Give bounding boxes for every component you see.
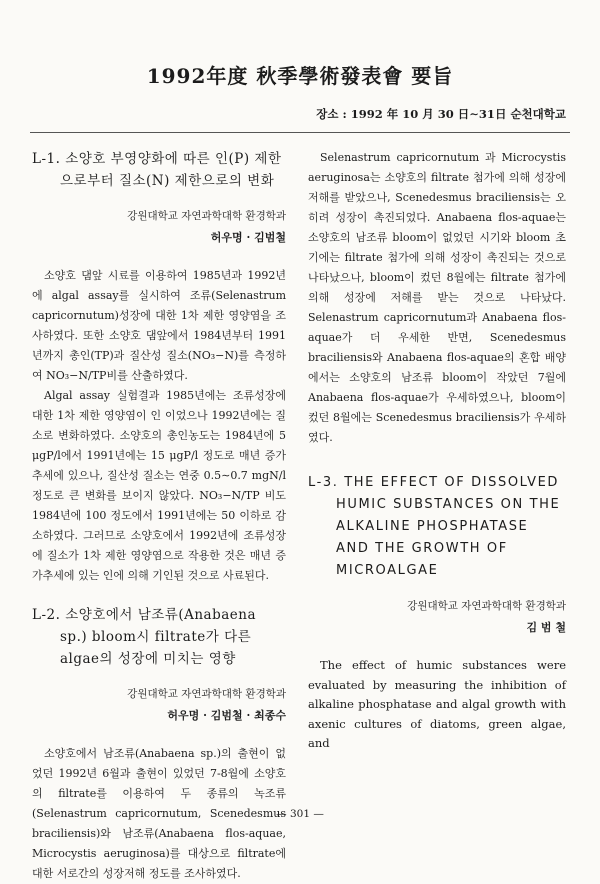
article-heading-l1: L-1. 소양호 부영양화에 따른 인(P) 제한으로부터 질소(N) 제한으로의 변화	[32, 151, 282, 189]
abstract-paragraph: Algal assay 실험결과 1985년에는 조류성장에 대한 1차 제한 영양염이 인 이었으나 1992년에는 질소로 변화하였다. 소양호의 총인농도는 1984년에 5 μgP/l에서 1991년에는 15 μgP/l 정도로 매년 증가 추세에 있으나, 질산성 질소는 연중 0.5∼0.7 mgN/l 정도로 큰 변화를 보이지 않았다. NO₃−N/TP 비도 1984년에 100 정도에서 1991년에는 50 이하로 감소하였다. 그러므로 소양호에서 1992년에 조류성장에 질소가 1차 제한 영양염으로 작용한 것은 매년 증가추세에 있는 인에 의해 기인된 것으로 사료된다.	[32, 389, 286, 582]
left-column	[32, 148, 286, 880]
authors-l3: 김 범 철	[526, 621, 566, 634]
authors-l2: 허우명 · 김범철 · 최종수	[167, 709, 286, 722]
authors-l1: 허우명 · 김범철	[210, 231, 286, 244]
affiliation-l3: 강원대학교 자연과학대학 환경학과	[407, 600, 566, 612]
abstract-paragraph: The effect of humic substances were evaluated by measuring the inhibition of alkaline phosphatase and algal growth with axenic cultures of diatoms, green algae, and	[308, 658, 566, 750]
right-column	[308, 148, 566, 754]
abstract-paragraph: 소양호 댐앞 시료를 이용하여 1985년과 1992년에 algal assay를 실시하여 조류(Selenastrum capricornutum)성장에 대한 1차 제한 영양염을 조사하였다. 또한 소양호 댐앞에서 1984년부터 1991년까지 총인(TP)과 질산성 질소(NO₃−N)를 측정하여 NO₃−N/TP비를 산출하였다.	[32, 269, 286, 382]
abstract-paragraph: 소양호에서 남조류(Anabaena sp.)의 출현이 없었던 1992년 6월과 출현이 있었던 7-8월에 소양호의 filtrate를 이용하여 두 종류의 녹조류(Selenastrum capricornutum, Scenedesmus braciliensis)와 남조류(Anabaena flos-aquae, Microcystis aeruginosa)를 대상으로 filtrate에 대한 서로간의 성장저해 정도를 조사하였다.	[32, 747, 286, 880]
header-rule	[30, 132, 570, 133]
venue-line: 장소 : 1992 年 10 月 30 日∼31日 순천대학교	[316, 107, 566, 121]
affiliation-l1: 강원대학교 자연과학대학 환경학과	[127, 210, 286, 222]
article-heading-l3: L-3. THE EFFECT OF DISSOLVED HUMIC SUBSTANCES ON THE ALKALINE PHOSPHATASE AND THE GROWTH OF MICROALGAE	[308, 475, 561, 578]
page-title: 1992年度 秋季學術發表會 要旨	[146, 64, 454, 88]
article-heading-l2: L-2. 소양호에서 남조류(Anabaena sp.) bloom시 filtrate가 다른 algae의 성장에 미치는 영향	[32, 607, 256, 667]
abstract-paragraph: Selenastrum capricornutum 과 Microcystis aeruginosa는 소양호의 filtrate 첨가에 의해 성장에 저해를 받았으나, Scenedesmus braciliensis는 오히려 성장이 촉진되었다. Anabaena flos-aquae는 소양호의 남조류 bloom이 없었던 시기와 bloom 초기에는 filtrate 첨가에 의해 성장이 촉진되는 것으로 나타났으나, bloom이 컸던 8월에는 filtrate 첨가에 의해 성장에 저해를 받는 것으로 나타났다. Selenastrum capricornutum과 Anabaena flos-aquae가 더 우세한 반면, Scenedesmus braciliensis와 Anabaena flos-aquae의 혼합 배양에서는 소양호의 남조류 bloom이 작았던 7월에 Anabaena flos-aquae가 우세하였으나, bloom이 컸던 8월에는 Scenedesmus braciliensis가 우세하였다.	[308, 151, 566, 444]
page-number: — 301 —	[276, 808, 324, 820]
affiliation-l2: 강원대학교 자연과학대학 환경학과	[127, 688, 286, 700]
